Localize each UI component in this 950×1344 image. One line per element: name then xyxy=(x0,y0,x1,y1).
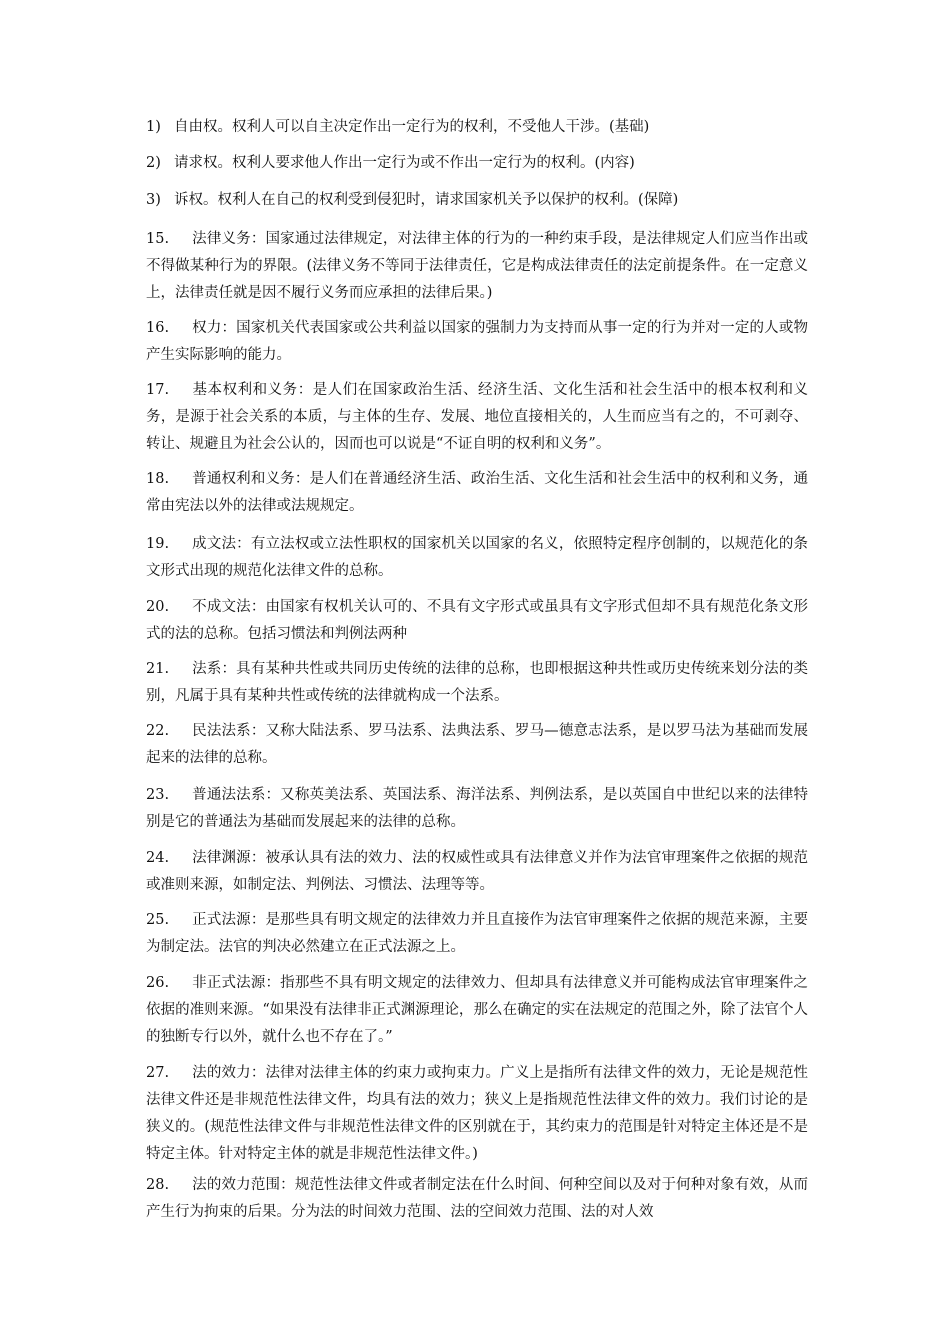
list-item-text: 诉权。权利人在自己的权利受到侵犯时，请求国家机关予以保护的权利。(保障) xyxy=(174,192,679,208)
entry-text: 普通权利和义务：是人们在普通经济生活、政治生活、文化生活和社会生活中的权利和义务，通常由宪法以外的法律或法规规定。 xyxy=(146,471,808,514)
entry-text: 法的效力：法律对法律主体的约束力或拘束力。广义上是指所有法律文件的效力，无论是规范性法律文件还是非规范性法律文件，均具有法的效力；狭义上是指规范性法律文件的效力。我们讨论的是狭义的。(规范性法律文件与非规范性法律文件的区别就在于，其约束力的范围是针对特定主体还是不是特定主体。针对特定主体的就是非规范性法律文件。) xyxy=(146,1065,808,1162)
entry-text: 法律义务：国家通过法律规定，对法律主体的行为的一种约束手段，是法律规定人们应当作出或不得做某种行为的界限。(法律义务不等同于法律责任，它是构成法律责任的法定前提条件。在一定意义上，法律责任就是因不履行义务而应承担的法律后果。) xyxy=(146,231,808,301)
entry-number: 24. xyxy=(146,850,170,866)
list-item-number: 2) xyxy=(146,155,161,171)
definition-entry-21 xyxy=(146,656,808,710)
list-item-text: 请求权。权利人要求他人作出一定行为或不作出一定行为的权利。(内容) xyxy=(174,155,635,171)
definition-entry-28 xyxy=(146,1172,808,1226)
entry-text: 法律渊源：被承认具有法的效力、法的权威性或具有法律意义并作为法官审理案件之依据的规范或准则来源，如制定法、判例法、习惯法、法理等等。 xyxy=(146,850,808,893)
entry-number: 25. xyxy=(146,912,170,928)
definition-entry-17 xyxy=(146,377,808,458)
entry-number: 17. xyxy=(146,382,170,398)
entry-text: 基本权利和义务：是人们在国家政治生活、经济生活、文化生活和社会生活中的根本权利和义务，是源于社会关系的本质，与主体的生存、发展、地位直接相关的，人生而应当有之的，不可剥夺、转让、规避且为社会公认的，因而也可以说是“不证自明的权利和义务”。 xyxy=(146,382,808,452)
rights-list-item xyxy=(146,153,806,173)
list-item-text: 自由权。权利人可以自主决定作出一定行为的权利，不受他人干涉。(基础) xyxy=(174,119,650,135)
entry-number: 16. xyxy=(146,320,170,336)
entry-number: 15. xyxy=(146,231,170,247)
entry-number: 27. xyxy=(146,1065,170,1081)
entry-number: 18. xyxy=(146,471,170,487)
definition-entry-15 xyxy=(146,226,808,307)
entry-number: 26. xyxy=(146,975,170,991)
definition-entry-25 xyxy=(146,907,808,961)
rights-list-item xyxy=(146,117,806,137)
entry-number: 19. xyxy=(146,536,170,552)
definition-entry-16 xyxy=(146,315,808,369)
entry-text: 成文法：有立法权或立法性职权的国家机关以国家的名义，依照特定程序创制的，以规范化的条文形式出现的规范化法律文件的总称。 xyxy=(146,536,808,579)
list-item-number: 3) xyxy=(146,192,161,208)
entry-text: 普通法法系：又称英美法系、英国法系、海洋法系、判例法系，是以英国自中世纪以来的法律特别是它的普通法为基础而发展起来的法律的总称。 xyxy=(146,787,808,830)
entry-text: 正式法源：是那些具有明文规定的法律效力并且直接作为法官审理案件之依据的规范来源，主要为制定法。法官的判决必然建立在正式法源之上。 xyxy=(146,912,808,955)
rights-list-item xyxy=(146,190,806,210)
entry-number: 28. xyxy=(146,1177,170,1193)
entry-number: 21. xyxy=(146,661,170,677)
entry-number: 23. xyxy=(146,787,170,803)
entry-number: 22. xyxy=(146,723,170,739)
entry-text: 法的效力范围：规范性法律文件或者制定法在什么时间、何种空间以及对于何种对象有效，从而产生行为拘束的后果。分为法的时间效力范围、法的空间效力范围、法的对人效 xyxy=(146,1177,808,1220)
definition-entry-24 xyxy=(146,845,808,899)
entry-text: 法系：具有某种共性或共同历史传统的法律的总称，也即根据这种共性或历史传统来划分法的类别，凡属于具有某种共性或传统的法律就构成一个法系。 xyxy=(146,661,808,704)
entry-text: 权力：国家机关代表国家或公共利益以国家的强制力为支持而从事一定的行为并对一定的人或物产生实际影响的能力。 xyxy=(146,320,808,363)
definition-entry-18 xyxy=(146,466,808,520)
definition-entry-22 xyxy=(146,718,808,772)
definition-entry-20 xyxy=(146,594,808,648)
definition-entry-19 xyxy=(146,531,808,585)
entry-text: 不成文法：由国家有权机关认可的、不具有文字形式或虽具有文字形式但却不具有规范化条文形式的法的总称。包括习惯法和判例法两种 xyxy=(146,599,808,642)
entry-number: 20. xyxy=(146,599,170,615)
entry-text: 非正式法源：指那些不具有明文规定的法律效力、但却具有法律意义并可能构成法官审理案件之依据的准则来源。“如果没有法律非正式渊源理论，那么在确定的实在法规定的范围之外，除了法官个人的独断专行以外，就什么也不存在了。” xyxy=(146,975,808,1045)
definition-entry-27 xyxy=(146,1060,808,1168)
list-item-number: 1) xyxy=(146,119,161,135)
definition-entry-26 xyxy=(146,970,808,1051)
definition-entry-23 xyxy=(146,782,808,836)
entry-text: 民法法系：又称大陆法系、罗马法系、法典法系、罗马—德意志法系，是以罗马法为基础而发展起来的法律的总称。 xyxy=(146,723,808,766)
